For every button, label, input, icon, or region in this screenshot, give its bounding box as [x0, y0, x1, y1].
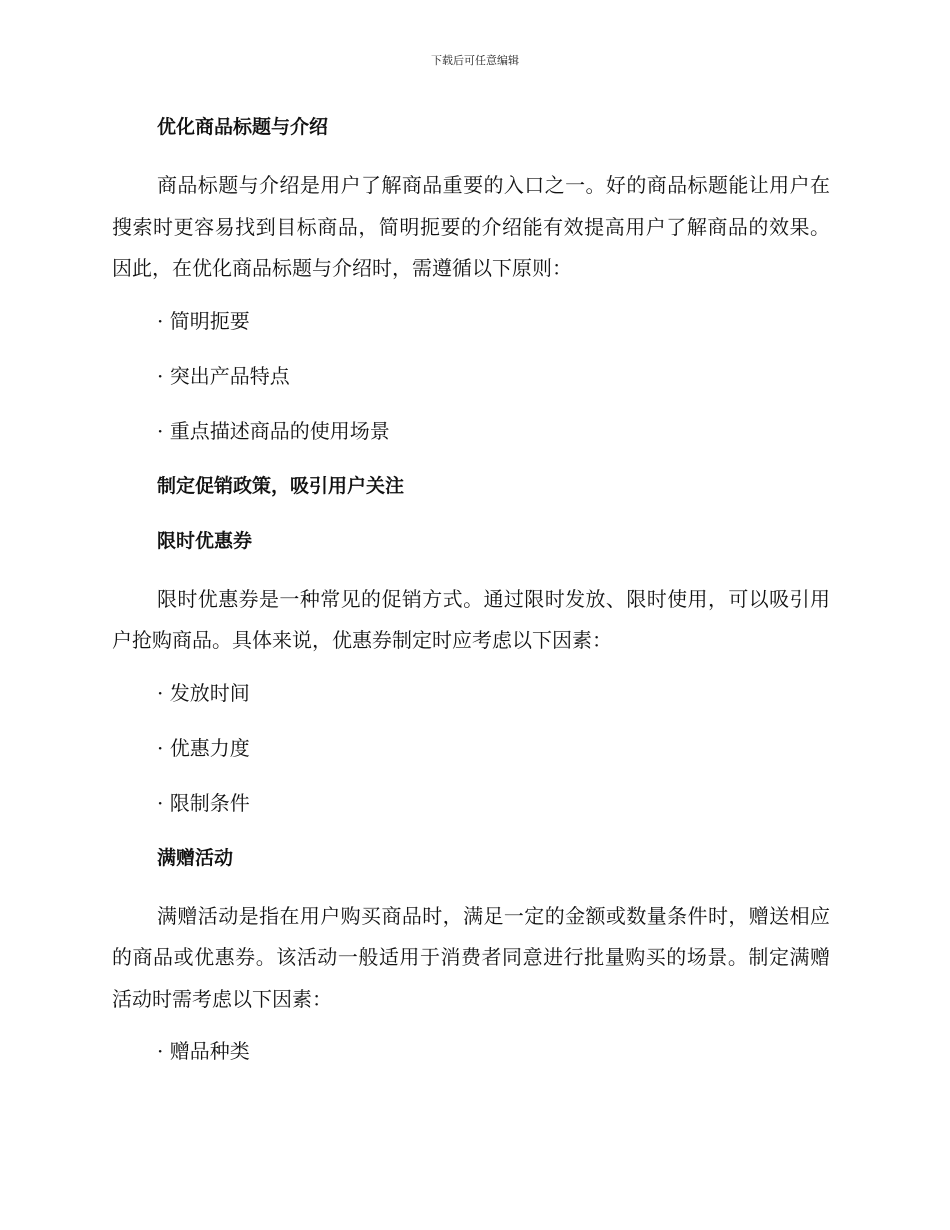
- section-heading-gift-activity: 满赠活动: [157, 846, 234, 869]
- page-header: 下载后可任意编辑: [431, 54, 519, 67]
- section-paragraph-gift-activity: 满赠活动是指在用户购买商品时，满足一定的金额或数量条件时，赠送相应的商品或优惠券。该活动一般适用于消费者同意进行批量购买的场景。制定满赠活动时需考虑以下因素：: [112, 903, 830, 1011]
- bullet-item: · 突出产品特点: [157, 363, 290, 388]
- bullet-item: · 优惠力度: [157, 735, 250, 760]
- section-heading-promotion-policy: 制定促销政策，吸引用户关注: [157, 474, 405, 497]
- section-paragraph-optimize-title: 商品标题与介绍是用户了解商品重要的入口之一。好的商品标题能让用户在搜索时更容易找到目标商品，简明扼要的介绍能有效提高用户了解商品的效果。因此，在优化商品标题与介绍时，需遵循以下原则：: [112, 173, 830, 280]
- section-heading-optimize-title: 优化商品标题与介绍: [157, 116, 329, 138]
- bullet-item: · 赠品种类: [157, 1039, 250, 1063]
- bullet-item: · 简明扼要: [157, 308, 250, 333]
- bullet-item: · 重点描述商品的使用场景: [157, 418, 390, 443]
- bullet-item: · 发放时间: [157, 680, 250, 705]
- section-heading-limited-coupon: 限时优惠券: [157, 529, 253, 552]
- section-paragraph-limited-coupon: 限时优惠券是一种常见的促销方式。通过限时发放、限时使用，可以吸引用户抢购商品。具体来说，优惠券制定时应考虑以下因素：: [112, 586, 830, 652]
- bullet-item: · 限制条件: [157, 790, 250, 815]
- document-body: [112, 110, 830, 1089]
